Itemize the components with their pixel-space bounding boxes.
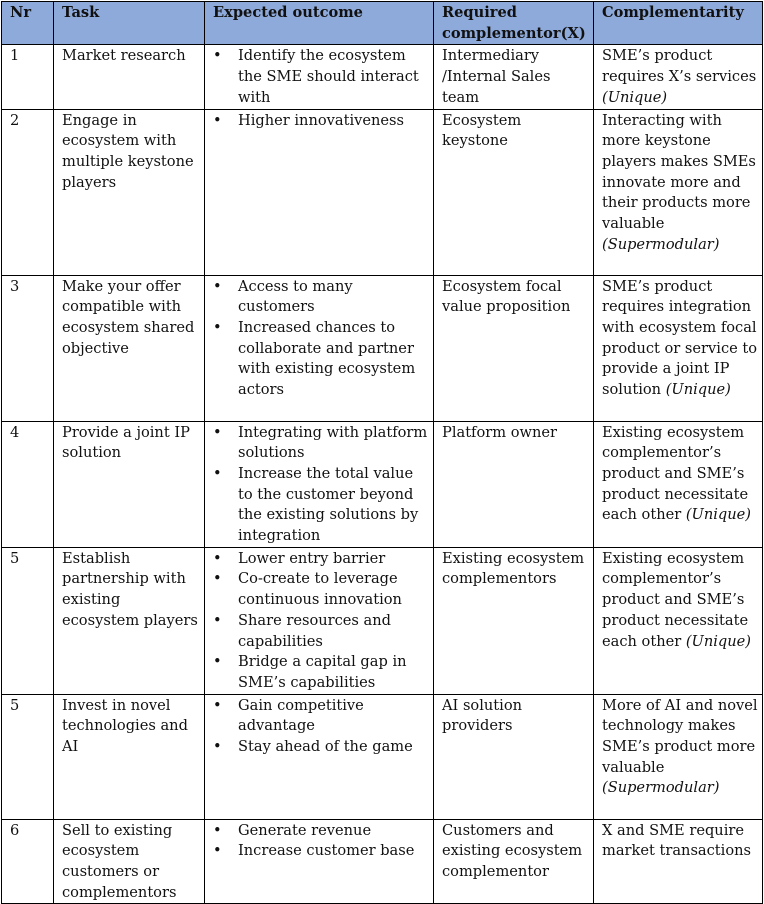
table-row	[2, 109, 763, 275]
outcome-item: • Access to many customers	[213, 277, 429, 318]
outcome-item: • Integrating with platform solutions	[213, 423, 429, 464]
complementor-cell: Intermediary /Internal Sales team	[434, 45, 594, 109]
outcome-item: • Lower entry barrier	[213, 549, 429, 570]
complementarity-type: (Unique)	[685, 632, 751, 650]
row-number: 5	[2, 694, 54, 819]
table-row	[2, 45, 763, 109]
complementarity-text: More of AI and novel technology makes SME’s product more valuable	[602, 696, 758, 776]
task-cell: Market research	[54, 45, 205, 109]
outcome-list	[213, 46, 429, 108]
complementor-cell: Ecosystem keystone	[434, 109, 594, 275]
table-row	[2, 694, 763, 819]
complementarity-cell	[594, 694, 763, 819]
task-cell: Invest in novel technologies and AI	[54, 694, 205, 819]
outcome-list	[213, 549, 429, 694]
outcome-item: • Higher innovativeness	[213, 111, 429, 132]
task-cell: Establish partnership with existing ecosystem players	[54, 547, 205, 694]
outcome-item: • Generate revenue	[213, 821, 429, 842]
outcome-item: • Gain competitive advantage	[213, 696, 429, 737]
row-number: 5	[2, 547, 54, 694]
outcome-cell	[205, 109, 434, 275]
row-number: 6	[2, 819, 54, 904]
complementarity-text: SME’s product requires integration with ecosystem focal product or service to provide a joint IP solution	[602, 277, 758, 399]
outcome-item: • Increase customer base	[213, 841, 429, 862]
outcome-item: • Increased chances to collaborate and partner with existing ecosystem actors	[213, 318, 429, 401]
complementarity-text: Existing ecosystem complementor’s product and SME’s product necessitate each other	[602, 549, 749, 650]
table-row	[2, 547, 763, 694]
outcome-cell	[205, 45, 434, 109]
complementor-cell: AI solution providers	[434, 694, 594, 819]
task-cell: Make your offer compatible with ecosystem shared objective	[54, 275, 205, 421]
outcome-list	[213, 111, 429, 132]
header-expected-outcome: Expected outcome	[205, 2, 434, 45]
outcome-cell	[205, 819, 434, 904]
complementarity-type: (Supermodular)	[602, 779, 720, 797]
task-cell: Sell to existing ecosystem customers or complementors	[54, 819, 205, 904]
row-number: 1	[2, 45, 54, 109]
outcome-cell	[205, 547, 434, 694]
outcome-item: • Co-create to leverage continuous innovation	[213, 569, 429, 610]
outcome-item: • Share resources and capabilities	[213, 611, 429, 652]
complementarity-text: Existing ecosystem complementor’s product and SME’s product necessitate each other	[602, 423, 749, 524]
complementarity-text: X and SME require market transactions	[602, 821, 752, 860]
complementor-cell: Existing ecosystem complementors	[434, 547, 594, 694]
outcome-item: • Identify the ecosystem the SME should interact with	[213, 46, 429, 108]
complementarity-text: SME’s product requires X’s services	[602, 47, 757, 86]
row-number: 4	[2, 421, 54, 547]
outcome-item: • Bridge a capital gap in SME’s capabilities	[213, 652, 429, 693]
complementarity-cell	[594, 547, 763, 694]
header-required-complementor: Required complementor(X)	[434, 2, 594, 45]
task-cell: Provide a joint IP solution	[54, 421, 205, 547]
header-row	[2, 2, 763, 45]
table-header	[2, 2, 763, 45]
complementarity-cell	[594, 275, 763, 421]
outcome-item: • Increase the total value to the customer beyond the existing solutions by integration	[213, 464, 429, 547]
header-complementarity: Complementarity	[594, 2, 763, 45]
table-row	[2, 275, 763, 421]
complementarity-type: (Supermodular)	[602, 235, 720, 253]
complementor-cell: Customers and existing ecosystem complementor	[434, 819, 594, 904]
outcome-cell	[205, 694, 434, 819]
complementarity-text: Interacting with more keystone players makes SMEs innovate more and their products more valuable	[602, 111, 756, 233]
outcome-list	[213, 423, 429, 547]
complementarity-cell	[594, 421, 763, 547]
outcome-list	[213, 696, 429, 758]
outcome-cell	[205, 275, 434, 421]
outcome-list	[213, 821, 429, 862]
row-number: 2	[2, 109, 54, 275]
table-row	[2, 421, 763, 547]
outcome-item: • Stay ahead of the game	[213, 737, 429, 758]
header-nr: Nr	[2, 2, 54, 45]
table-row	[2, 819, 763, 904]
complementarity-table	[1, 1, 763, 904]
complementarity-cell	[594, 819, 763, 904]
outcome-cell	[205, 421, 434, 547]
complementor-cell: Ecosystem focal value proposition	[434, 275, 594, 421]
outcome-list	[213, 277, 429, 401]
complementarity-type: (Unique)	[685, 506, 751, 524]
complementarity-type: (Unique)	[665, 381, 731, 399]
complementor-cell: Platform owner	[434, 421, 594, 547]
header-task: Task	[54, 2, 205, 45]
table-body	[2, 45, 763, 904]
complementarity-cell	[594, 45, 763, 109]
complementarity-type: (Unique)	[602, 88, 668, 106]
row-number: 3	[2, 275, 54, 421]
task-cell: Engage in ecosystem with multiple keystone players	[54, 109, 205, 275]
complementarity-cell	[594, 109, 763, 275]
